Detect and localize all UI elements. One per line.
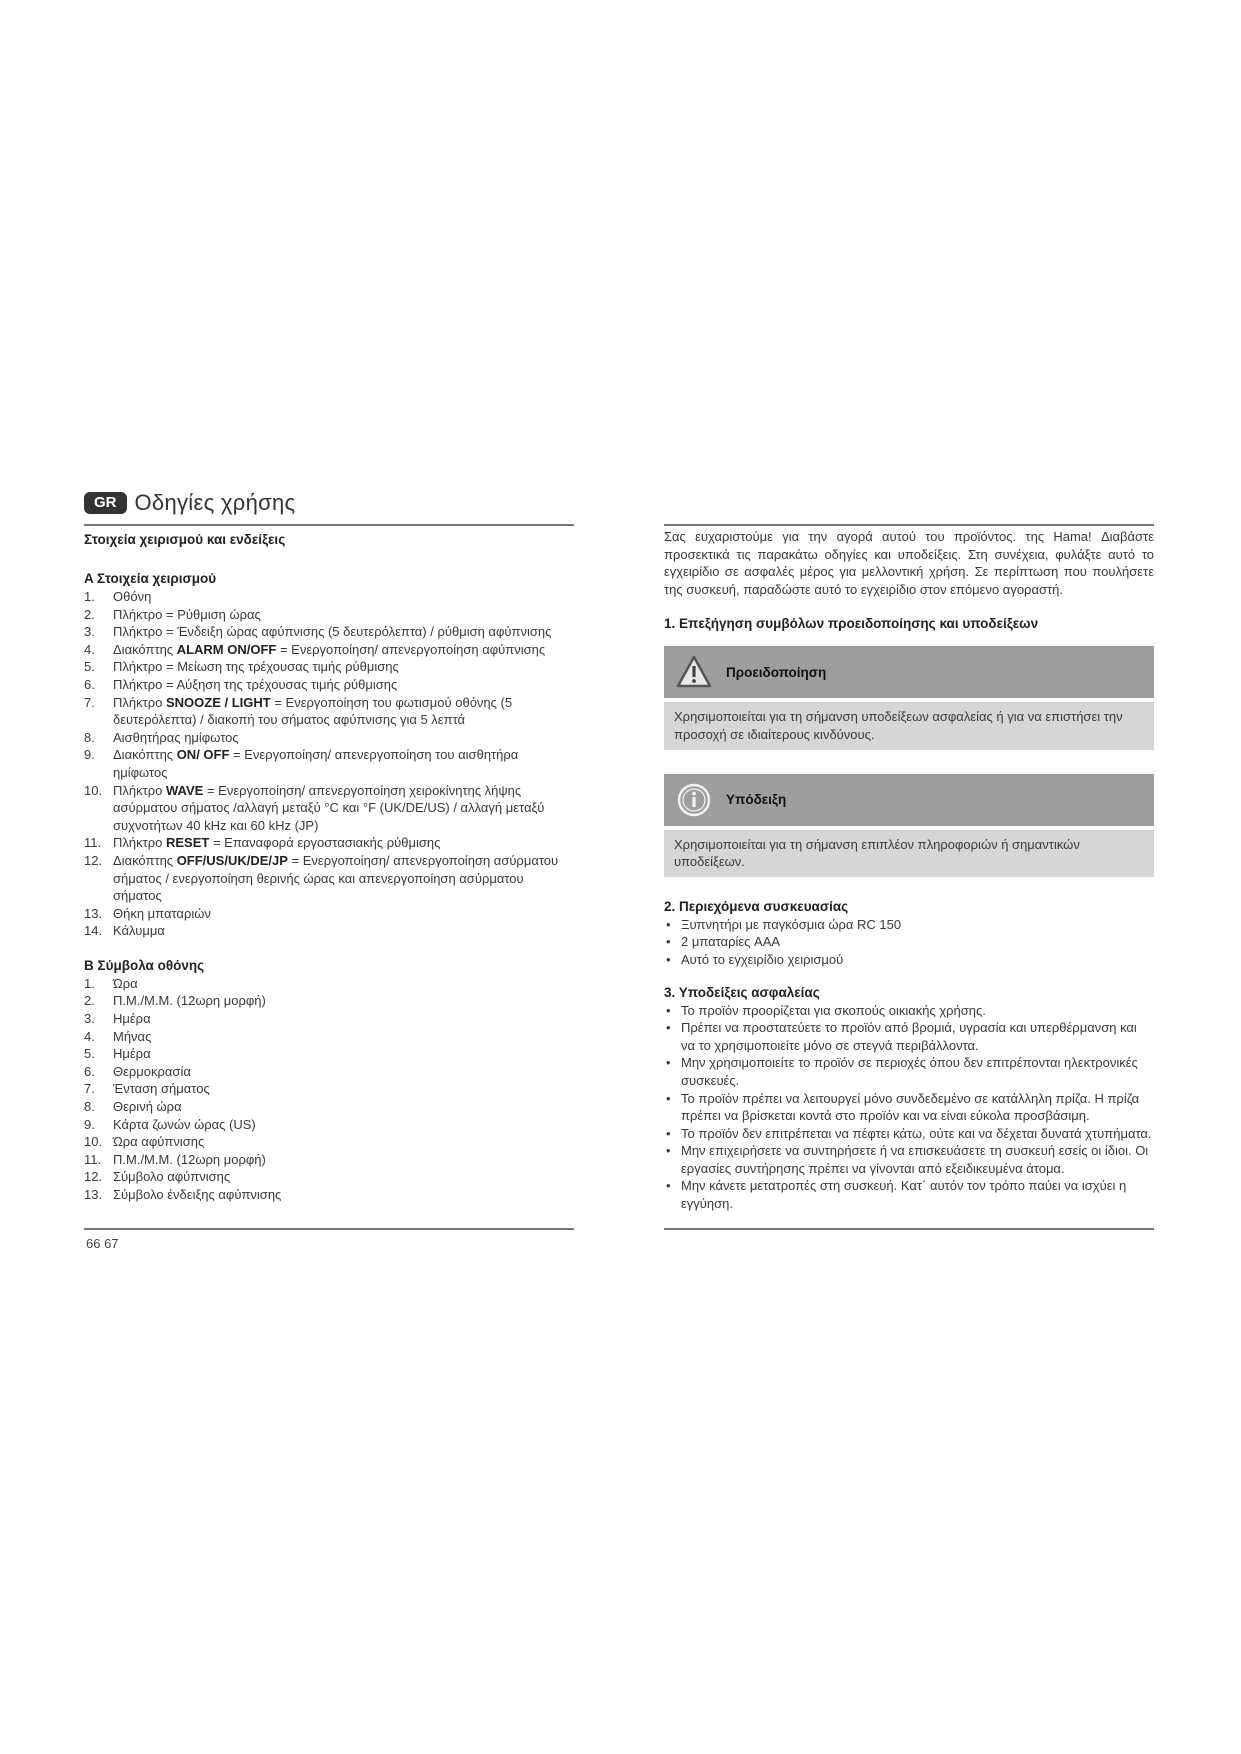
item-number: 6. [84, 1063, 95, 1079]
item-text: Σύμβολο ένδειξης αφύπνισης [113, 1187, 282, 1202]
item-text: Θερμοκρασία [113, 1063, 191, 1079]
hint-notice [664, 774, 1154, 877]
item-text: Πλήκτρο = Ένδειξη ώρας αφύπνισης (5 δευτερόλεπτα) / ρύθμιση αφύπνισης [113, 624, 552, 640]
warning-notice [664, 646, 1154, 749]
item-number: 5. [84, 1046, 95, 1062]
item-number: 6. [84, 676, 95, 692]
item-description: = Ενεργοποίηση/ απενεργοποίηση του αισθητήρα ημίφωτος [113, 747, 519, 780]
control-item [84, 852, 574, 905]
symbol-item [84, 1168, 574, 1186]
item-number: 13. [84, 905, 103, 921]
item-number: 10. [84, 1134, 103, 1150]
item-text: Ένταση σήματος [113, 1081, 210, 1097]
warning-triangle-icon [676, 654, 712, 690]
warning-notice-header [664, 646, 1154, 698]
item-description: = Ενεργοποίηση/ απενεργοποίηση αφύπνισης [276, 641, 546, 657]
symbol-item [84, 1045, 574, 1063]
symbol-item [84, 1098, 574, 1116]
item-number: 4. [84, 641, 95, 657]
package-contents-title: 2. Περιεχόμενα συσκευασίας [664, 898, 849, 914]
symbol-item [84, 1028, 574, 1046]
symbol-item [84, 1186, 574, 1204]
top-divider [84, 524, 574, 526]
bottom-divider-right [664, 1228, 1154, 1230]
item-description: = Επαναφορά εργοστασιακής ρύθμισης [209, 835, 441, 851]
item-text: Π.Μ./Μ.Μ. (12ωρη μορφή) [113, 993, 266, 1009]
item-number: 8. [84, 1099, 95, 1115]
top-divider [664, 524, 1154, 526]
symbols-list [84, 975, 574, 1204]
control-item [84, 782, 574, 835]
item-text: Πλήκτρο = Μείωση της τρέχουσας τιμής ρύθμισης [113, 659, 399, 675]
item-number: 12. [84, 852, 103, 868]
item-number: 2. [84, 606, 95, 622]
item-number: 9. [84, 1116, 95, 1132]
item-number: 4. [84, 1028, 95, 1044]
item-number: 1. [84, 975, 95, 991]
safety-item: • Το προϊόν προορίζεται για σκοπούς οικιακής χρήσης. [664, 1002, 1154, 1020]
item-description: = Ενεργοποίηση/ απενεργοποίηση ασύρματου σήματος / ενεργοποίηση θερινής ώρας και απενεργοποίηση ασύρματου σήματος [113, 852, 559, 904]
control-item [84, 606, 574, 624]
safety-item: • Πρέπει να προστατεύετε το προϊόν από βρομιά, υγρασία και υπερθέρμανση και να το χρησιμοποιείτε μόνο σε στεγνά περιβάλλοντα. [664, 1019, 1154, 1054]
item-text: Οθόνη [113, 589, 152, 604]
symbol-item [84, 1080, 574, 1098]
control-item [84, 905, 574, 923]
symbol-item [84, 1010, 574, 1028]
item-text: Κάλυμμα [113, 923, 165, 939]
item-text: Θήκη μπαταριών [113, 905, 211, 921]
page-title: Οδηγίες χρήσης [134, 490, 296, 515]
item-number: 7. [84, 694, 95, 710]
warning-text: Χρησιμοποιείται για τη σήμανση υποδείξεων ασφαλείας ή για να επιστήσει την προσοχή σε ιδιαίτερους κινδύνους. [664, 702, 1154, 749]
item-text: Κάρτα ζωνών ώρας (US) [113, 1116, 256, 1132]
info-circle-icon [676, 782, 712, 818]
item-text: Πλήκτρο [113, 835, 166, 851]
symbol-item [84, 992, 574, 1010]
safety-item: • Το προϊόν δεν επιτρέπεται να πέφτει κάτω, ούτε και να δέχεται δυνατά χτυπήματα. [664, 1125, 1154, 1143]
symbol-item [84, 1151, 574, 1169]
item-number: 8. [84, 729, 95, 745]
right-column [664, 524, 1154, 1213]
item-text: Αισθητήρας ημίφωτος [113, 729, 239, 745]
control-item [84, 641, 574, 659]
symbol-item [84, 1063, 574, 1081]
warning-label: Προειδοποίηση [726, 664, 827, 680]
item-text: Ώρα αφύπνισης [113, 1134, 205, 1150]
safety-list [664, 1002, 1154, 1213]
controls-list [84, 588, 574, 940]
item-text: Πλήκτρο = Αύξηση της τρέχουσας τιμής ρύθμισης [113, 676, 398, 692]
safety-item: • Μην επιχειρήσετε να συντηρήσετε ή να επισκευάσετε τη συσκευή εσείς οι ίδιοι. Οι εργασίες συντήρησης πρέπει να γίνονται από εξειδικευμένα άτομα. [664, 1142, 1154, 1177]
symbol-item [84, 1116, 574, 1134]
item-number: 3. [84, 1011, 95, 1027]
safety-item: • Το προϊόν πρέπει να λειτουργεί μόνο συνδεδεμένο σε κατάλληλη πρίζα. Η πρίζα πρέπει να βρίσκεται κοντά στο προϊόν και να είναι εύκολα προσβάσιμη. [664, 1090, 1154, 1125]
control-item [84, 729, 574, 747]
item-text: Πλήκτρο = Ρύθμιση ώρας [113, 606, 261, 622]
item-number: 1. [84, 589, 95, 604]
item-text: Ώρα [113, 975, 138, 991]
symbol-item [84, 1133, 574, 1151]
language-badge: GR [84, 492, 127, 514]
symbols-title: B Σύμβολα οθόνης [84, 957, 205, 973]
item-number: 14. [84, 923, 103, 939]
item-number: 7. [84, 1081, 95, 1097]
symbols-explanation-title: 1. Επεξήγηση συμβόλων προειδοποίησης και υποδείξεων [664, 616, 1039, 632]
control-item [84, 658, 574, 676]
package-contents-list [664, 916, 1154, 969]
item-text: Διακόπτης [113, 852, 177, 868]
item-text: Ημέρα [113, 1046, 151, 1062]
item-number: 13. [84, 1187, 103, 1202]
control-item [84, 623, 574, 641]
intro-paragraph: Σας ευχαριστούμε για την αγορά αυτού του προϊόντος. της Hama! Διαβάστε προσεκτικά τις παρακάτω οδηγίες και υποδείξεις. Στη συνέχεια, φυλάξτε αυτό το εγχειρίδιο σε ασφαλές μέρος για μελλοντική χρήση. Σε περίπτωση που πουλήσετε της συσκευή, παραδώστε αυτό το εγχειρίδιο στον επόμενο αγοραστή. [664, 529, 1154, 597]
item-text: Μήνας [113, 1028, 152, 1044]
item-number: 11. [84, 1151, 102, 1167]
item-key-name: ON/ OFF [176, 747, 230, 763]
safety-title: 3. Υποδείξεις ασφαλείας [664, 984, 820, 1000]
item-key-name: WAVE [166, 782, 204, 798]
item-text: Π.Μ./Μ.Μ. (12ωρη μορφή) [113, 1151, 266, 1167]
control-item [84, 922, 574, 940]
safety-item: • Μην χρησιμοποιείτε το προϊόν σε περιοχές όπου δεν επιτρέπονται ηλεκτρονικές συσκευές. [664, 1054, 1154, 1089]
item-key-name: OFF/US/UK/DE/JP [176, 852, 288, 868]
item-key-name: SNOOZE / LIGHT [166, 694, 271, 710]
item-number: 9. [84, 747, 95, 763]
item-number: 2. [84, 993, 95, 1009]
item-description: = Ενεργοποίηση του φωτισμού οθόνης (5 δευτερόλεπτα) / διακοπή του σήματος αφύπνισης για 5 λεπτά [113, 694, 513, 728]
item-number: 10. [84, 782, 103, 798]
hint-label: Υπόδειξη [726, 792, 787, 808]
control-item [84, 746, 574, 781]
hint-notice-header [664, 774, 1154, 826]
controls-title: A Στοιχεία χειρισμού [84, 571, 217, 586]
item-text: Πλήκτρο [113, 694, 166, 710]
item-text: Θερινή ώρα [113, 1099, 182, 1115]
left-column [84, 524, 574, 1204]
item-key-name: ALARM ON/OFF [176, 641, 277, 657]
page-numbers: 66 67 [86, 1236, 119, 1251]
package-item: • 2 μπαταρίες AAA [664, 933, 1154, 951]
symbol-item [84, 975, 574, 993]
control-item [84, 834, 574, 852]
package-item: • Αυτό το εγχειρίδιο χειρισμού [664, 951, 1154, 969]
item-text: Ημέρα [113, 1011, 151, 1027]
item-number: 5. [84, 659, 95, 675]
item-text: Πλήκτρο [113, 782, 166, 798]
item-text: Διακόπτης [113, 747, 177, 763]
item-key-name: RESET [166, 835, 210, 851]
item-description: = Ενεργοποίηση/ απενεργοποίηση χειροκίνητης λήψης ασύρματου σήματος /αλλαγή μεταξύ °C και °F (UK/DE/US) / αλλαγή μεταξύ συχνοτήτων 40 kHz και 60 kHz (JP) [113, 782, 545, 833]
hint-text: Χρησιμοποιείται για τη σήμανση επιπλέον πληροφοριών ή σημαντικών υποδείξεων. [664, 830, 1154, 877]
bottom-divider-left [84, 1228, 574, 1230]
control-item [84, 694, 574, 729]
item-number: 3. [84, 624, 95, 640]
item-number: 12. [84, 1169, 103, 1185]
safety-item: • Μην κάνετε μετατροπές στη συσκευή. Κατ΄ αυτόν τον τρόπο παύει να ισχύει η εγγύηση. [664, 1177, 1154, 1212]
item-text: Σύμβολο αφύπνισης [113, 1169, 231, 1185]
item-number: 11. [84, 835, 102, 851]
package-item: • Ξυπνητήρι με παγκόσμια ώρα RC 150 [664, 916, 1154, 934]
section-title: Στοιχεία χειρισμού και ενδείξεις [84, 532, 286, 547]
page-header [84, 490, 295, 516]
control-item [84, 676, 574, 694]
item-text: Διακόπτης [113, 641, 177, 657]
control-item [84, 588, 574, 606]
